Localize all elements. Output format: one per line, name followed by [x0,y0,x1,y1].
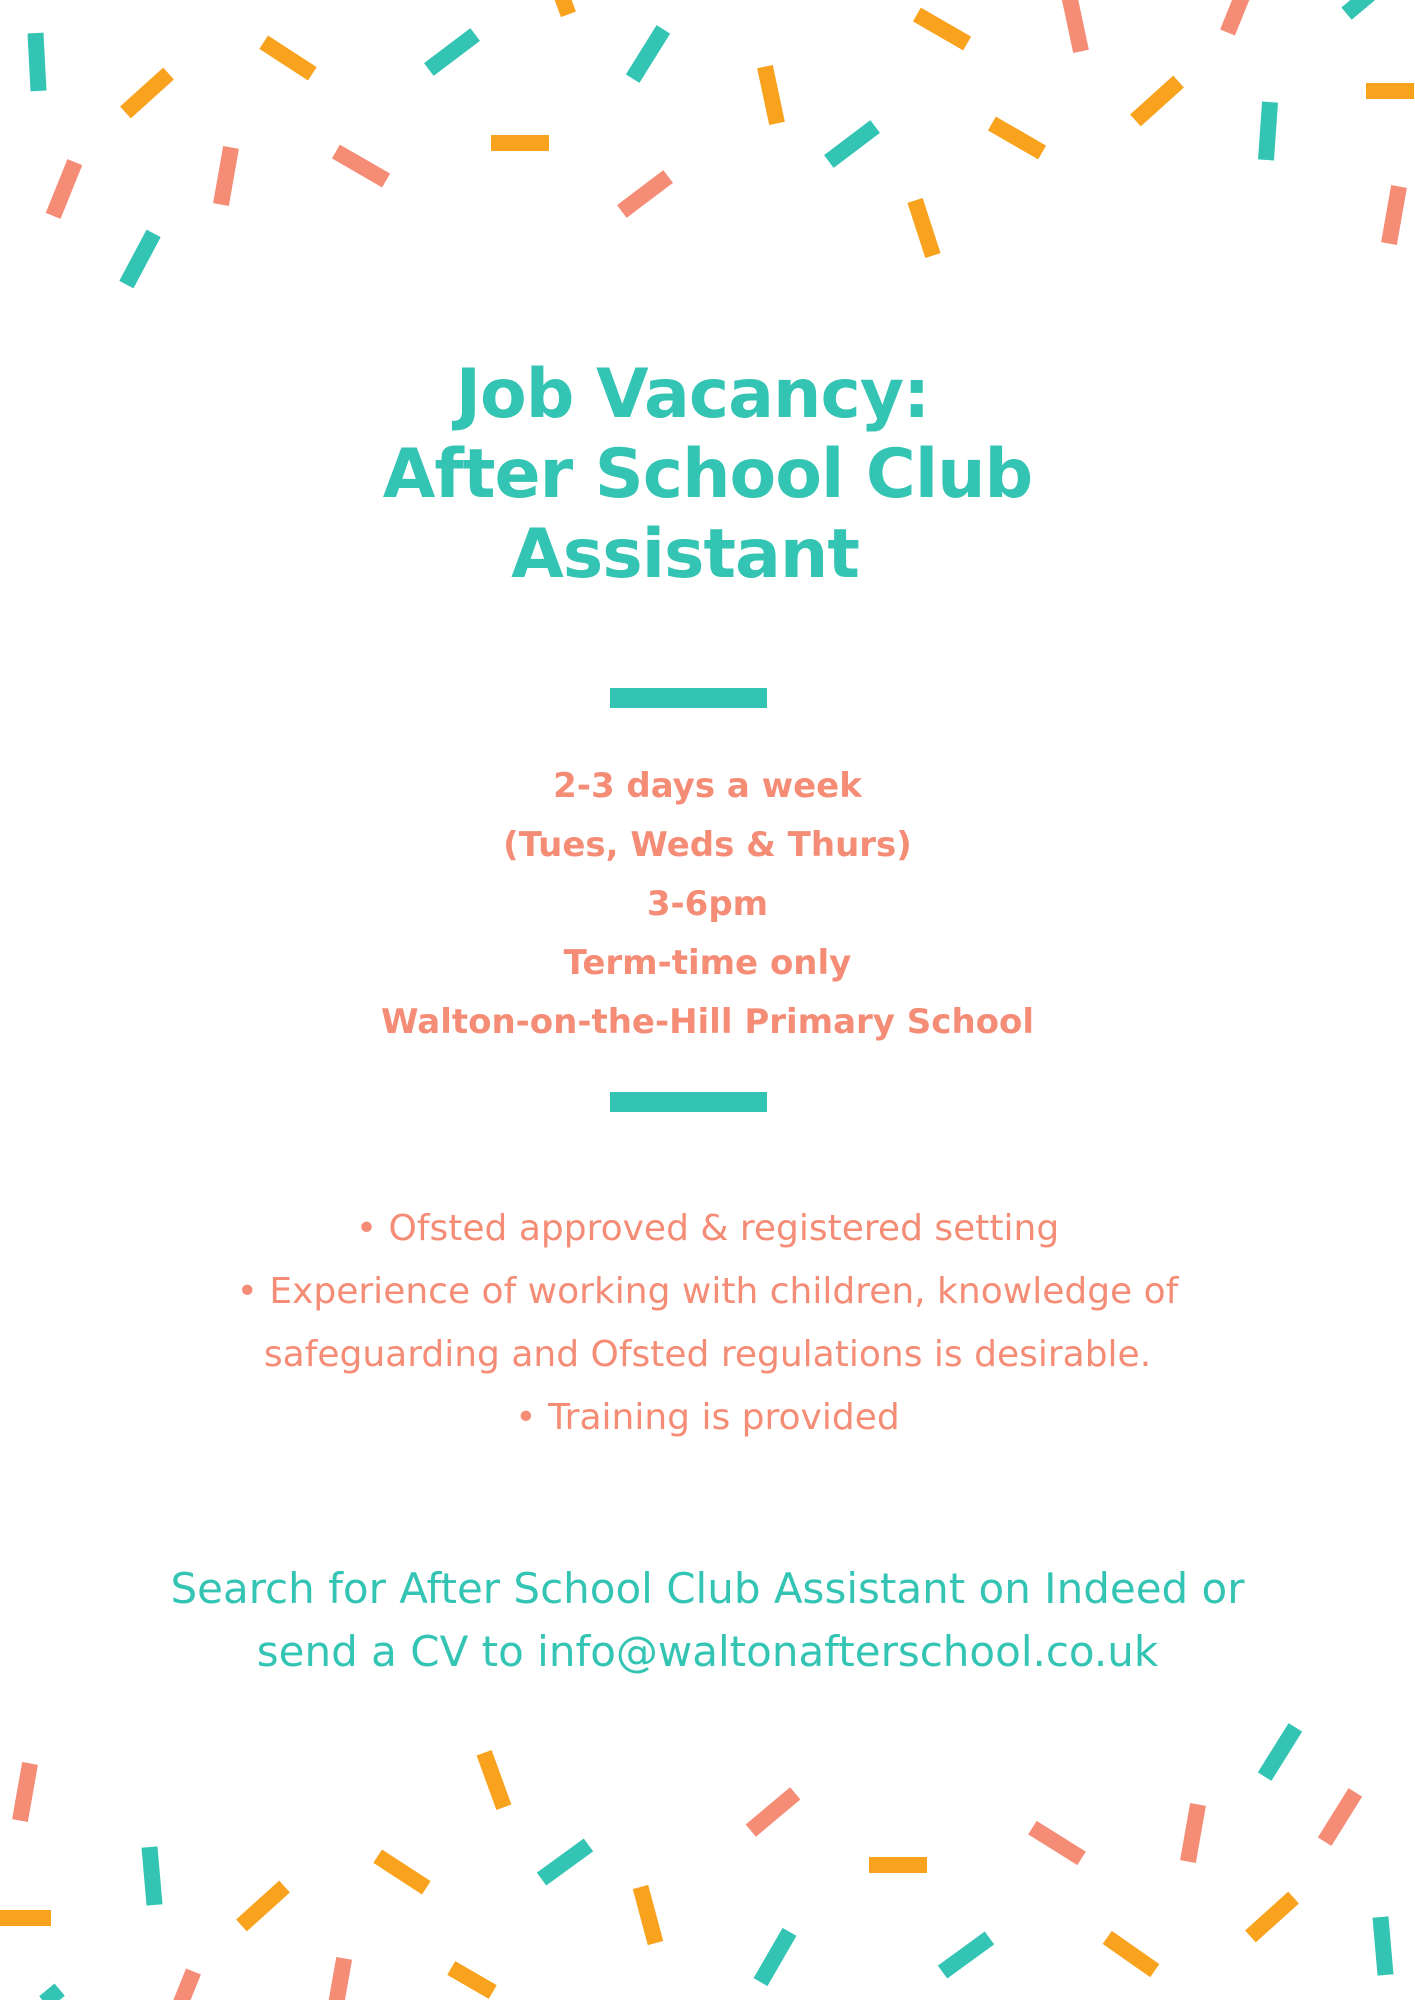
confetti-piece [46,159,83,219]
confetti-piece [171,1968,201,2000]
title-line-2: After School Club [382,435,1033,514]
confetti-piece [757,65,785,125]
confetti-piece [617,170,673,218]
detail-term: Term-time only [563,943,852,983]
requirement-item: • Training is provided [515,1397,900,1438]
confetti-piece [1366,83,1414,99]
confetti-piece [913,8,971,51]
confetti-piece [1180,1803,1206,1863]
confetti-piece [259,35,316,80]
confetti-piece [938,1931,994,1978]
confetti-piece [746,1787,801,1837]
confetti-piece [12,1762,38,1822]
job-details [0,757,1415,1052]
requirements-list [0,1197,1415,1449]
confetti-piece [373,1849,430,1894]
confetti-piece [1220,0,1250,36]
confetti-piece [0,1910,51,1926]
confetti-piece [236,1881,290,1932]
requirement-item: safeguarding and Ofsted regulations is desirable. [263,1334,1152,1375]
confetti-piece [1028,1821,1086,1865]
confetti-piece [537,1838,593,1885]
confetti-piece [213,146,239,206]
confetti-piece [869,1857,927,1873]
confetti-piece [554,0,576,17]
confetti-piece [142,1846,163,1905]
confetti-piece [988,117,1046,160]
confetti-piece [119,230,160,289]
call-to-action [0,1557,1415,1683]
confetti-piece [824,120,880,168]
confetti-piece [39,1983,65,2000]
confetti-piece [1381,185,1407,245]
detail-hours: 3-6pm [646,884,769,924]
confetti-piece [1341,0,1374,20]
detail-weekdays: (Tues, Weds & Thurs) [503,825,912,865]
confetti-piece [1061,0,1089,53]
title-line-1: Job Vacancy: [455,355,930,434]
confetti-piece [907,198,940,258]
confetti-piece [1245,1892,1299,1943]
divider-bottom [610,1092,767,1112]
confetti-piece [424,28,480,76]
confetti-piece [1130,76,1184,127]
confetti-piece [1373,1916,1394,1975]
confetti-piece [1318,1788,1362,1846]
detail-days: 2-3 days a week [553,766,862,806]
detail-location: Walton-on-the-Hill Primary School [380,1002,1035,1042]
confetti-piece [1258,102,1278,161]
confetti-piece [328,1957,352,2000]
confetti-piece [120,68,174,119]
confetti-piece [1103,1931,1160,1977]
confetti-piece [491,135,549,151]
confetti-piece [633,1885,663,1945]
job-title [0,355,1415,595]
divider-top [610,688,767,708]
confetti-piece [332,145,390,188]
confetti-piece [1258,1723,1302,1781]
cta-line-1: Search for After School Club Assistant on Indeed or [170,1564,1245,1613]
confetti-piece [477,1750,512,1810]
confetti-piece [754,1928,797,1986]
requirement-item: • Experience of working with children, knowledge of [236,1271,1179,1312]
confetti-piece [27,33,46,92]
confetti-piece [447,1961,497,1999]
requirement-item: • Ofsted approved & registered setting [355,1208,1060,1249]
title-line-3: Assistant [511,515,859,594]
confetti-piece [626,25,670,83]
cta-line-2: send a CV to info@waltonafterschool.co.uk [256,1627,1159,1676]
